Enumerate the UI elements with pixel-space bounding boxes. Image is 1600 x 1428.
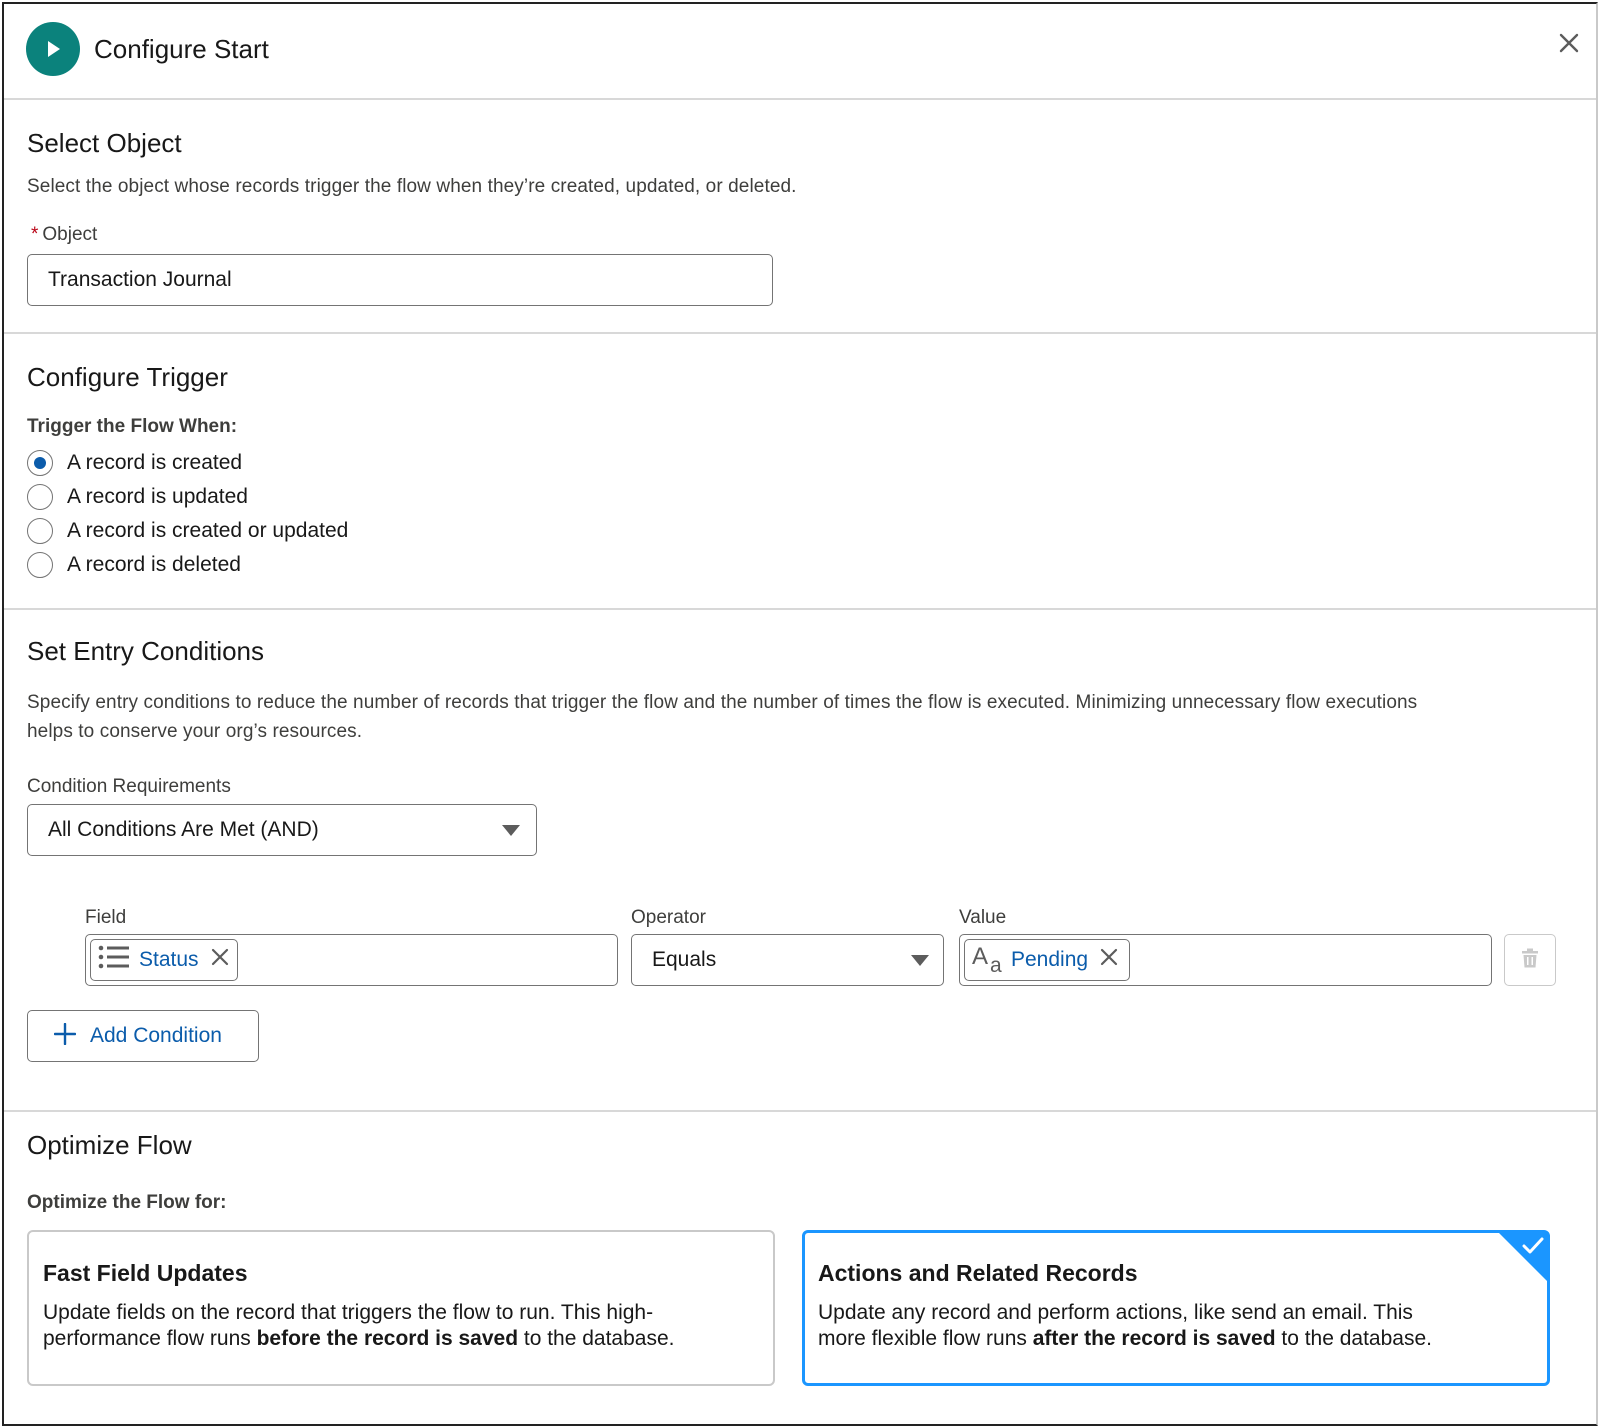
object-input-value: Transaction Journal [48, 268, 232, 291]
fast-field-updates-card[interactable] [27, 1230, 775, 1386]
radio-button[interactable] [27, 450, 53, 476]
operator-select[interactable] [631, 934, 944, 986]
trash-icon [1521, 948, 1539, 973]
section-description-line2: helps to conserve your org’s resources. [27, 721, 363, 742]
remove-icon[interactable] [211, 948, 229, 972]
field-label: Field [85, 907, 127, 928]
value-label: Value [959, 907, 1007, 928]
object-label-text: Object [42, 224, 98, 245]
field-input[interactable] [85, 934, 618, 986]
required-marker: * [31, 224, 39, 245]
section-description: Select the object whose records trigger the flow when they’re created, updated, or deleted. [27, 176, 797, 197]
radio-option-created[interactable] [27, 448, 242, 478]
configure-start-panel [2, 2, 1598, 1426]
add-condition-button[interactable] [27, 1010, 259, 1062]
field-pill [90, 939, 238, 981]
condition-requirements-select[interactable] [27, 804, 537, 856]
condition-requirements-label: Condition Requirements [27, 776, 231, 797]
chevron-down-icon [502, 825, 520, 836]
configure-trigger-section [4, 334, 1596, 610]
card-title: Actions and Related Records [818, 1260, 1138, 1286]
condition-requirements-value: All Conditions Are Met (AND) [48, 818, 319, 841]
radio-label: A record is created or updated [67, 519, 349, 542]
remove-icon[interactable] [1100, 948, 1118, 972]
card-title: Fast Field Updates [43, 1260, 248, 1286]
section-heading: Configure Trigger [27, 362, 228, 392]
text-type-icon: A a [972, 943, 1002, 977]
close-icon[interactable] [1556, 30, 1582, 56]
section-description-line1: Specify entry conditions to reduce the number of records that trigger the flow and the number of times the flow is executed. Minimizing unnecessary flow executions [27, 692, 1418, 713]
optimize-label: Optimize the Flow for: [27, 1192, 227, 1213]
optimize-heading: Optimize Flow [27, 1130, 192, 1160]
plus-icon [54, 1023, 76, 1050]
page-title: Configure Start [94, 34, 269, 64]
checkmark-icon [1498, 1232, 1548, 1282]
object-input[interactable] [27, 254, 773, 306]
select-object-section [4, 100, 1596, 334]
add-condition-label: Add Condition [90, 1024, 222, 1047]
section-heading: Set Entry Conditions [27, 636, 265, 666]
radio-button[interactable] [27, 518, 53, 544]
value-pill-label: Pending [1011, 948, 1089, 971]
chevron-down-icon [911, 955, 929, 966]
radio-button[interactable] [27, 484, 53, 510]
value-input[interactable] [959, 934, 1492, 986]
radio-label: A record is deleted [67, 553, 241, 576]
radio-button[interactable] [27, 552, 53, 578]
delete-condition-button[interactable] [1504, 934, 1556, 986]
panel-header [4, 4, 1596, 100]
card-description: Update fields on the record that triggers the flow to run. This high- performance flow runs before the record is saved to the database. [43, 1301, 675, 1350]
object-field-label [31, 224, 97, 246]
radio-label: A record is created [67, 451, 243, 474]
section-heading: Select Object [27, 128, 182, 158]
radio-option-deleted[interactable] [27, 550, 241, 580]
trigger-label: Trigger the Flow When: [27, 416, 238, 437]
list-icon [97, 943, 131, 977]
play-icon [26, 22, 80, 76]
operator-value: Equals [652, 948, 717, 971]
operator-label: Operator [631, 907, 706, 928]
radio-option-created-or-updated[interactable] [27, 516, 348, 546]
radio-option-updated[interactable] [27, 482, 248, 512]
radio-label: A record is updated [67, 485, 248, 508]
actions-related-records-card[interactable] [802, 1230, 1550, 1386]
field-pill-label: Status [139, 948, 199, 971]
card-description: Update any record and perform actions, like send an email. This more flexible flow runs after the record is saved to the database. [818, 1301, 1432, 1350]
value-pill [964, 939, 1130, 981]
